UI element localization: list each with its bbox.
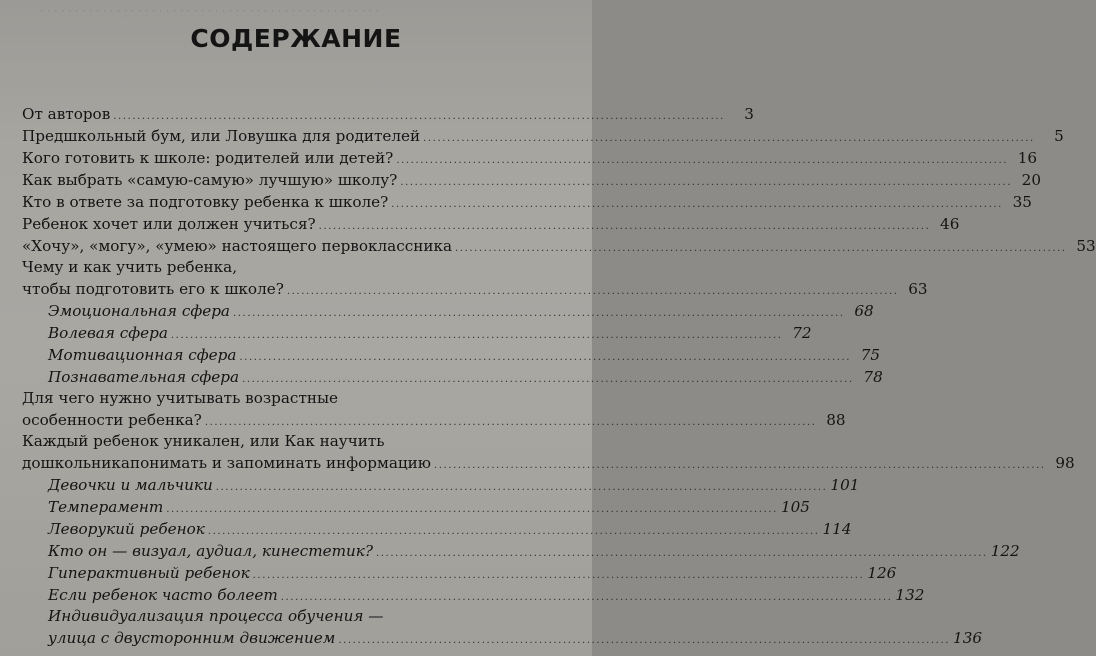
toc-subentry (22, 322, 812, 344)
toc-entry-label: Как выбрать «самую-самую» лучшую» школу? (22, 171, 398, 189)
table-of-contents (22, 103, 1096, 649)
leader-dots: ................................................................................................................................ (215, 482, 828, 493)
toc-entry-page: 114 (822, 520, 852, 538)
leader-dots: ................................................................................................................................ (280, 592, 893, 603)
toc-entry-page: 122 (990, 542, 1020, 560)
leader-dots: ................................................................................................................................ (318, 221, 931, 232)
toc-entry-label: особенности ребенка? (22, 411, 202, 429)
leader-dots: ................................................................................................................................ (338, 635, 951, 646)
toc-entry-page: 88 (826, 411, 846, 429)
toc-entry-page: 68 (854, 302, 874, 320)
leader-dots: ................................................................................................................................ (242, 374, 854, 385)
toc-entry-label: Предшкольный бум, или Ловушка для родителей (22, 127, 421, 145)
toc-entry-label: Каждый ребенок уникален, или Как научить (22, 432, 385, 450)
toc-entry-page: 78 (863, 368, 883, 386)
leader-dots: ................................................................................................................................ (232, 308, 845, 319)
leader-dots: ................................................................................................................................ (166, 504, 778, 515)
toc-entry-page: 5 (1054, 127, 1064, 145)
toc-entry (22, 125, 1064, 147)
toc-entry-page: 75 (860, 346, 881, 364)
toc-entry-label: улица с двусторонним движением (48, 629, 336, 647)
toc-entry-label: Мотивационная сфера (48, 346, 237, 364)
toc-entry-label: дошкольникапонимать и запоминать информацию (22, 454, 431, 472)
toc-entry-page: 136 (953, 629, 983, 647)
toc-entry-label: Кто в ответе за подготовку ребенка к школе? (22, 193, 389, 211)
toc-subentry (22, 540, 1020, 562)
toc-entry (22, 103, 754, 125)
leader-dots: ................................................................................................................................ (391, 199, 1003, 210)
toc-entry-page: 3 (744, 105, 754, 123)
toc-entry (22, 147, 1038, 169)
toc-entry (22, 191, 1032, 213)
toc-entry-label: Гиперактивный ребенок (48, 564, 250, 582)
toc-entry-page: 20 (1021, 171, 1041, 189)
toc-subentry (22, 344, 881, 366)
toc-entry-label: Для чего нужно учитывать возрастные (22, 389, 339, 407)
toc-entry-page: 35 (1012, 193, 1032, 211)
page-title: СОДЕРЖАНИЕ (190, 24, 402, 53)
toc-entry-label: Кто он — визуал, аудиал, кинестетик? (48, 542, 373, 560)
toc-entry (22, 409, 846, 431)
toc-entry-label: Если ребенок часто болеет (48, 586, 278, 604)
leader-dots: ................................................................................................................................ (286, 286, 899, 297)
toc-entry-page: 72 (792, 324, 812, 342)
toc-entry-page: 105 (780, 498, 810, 516)
leader-dots: ................................................................................................................................ (170, 330, 783, 341)
bleed-through-text: . . . . . . . . . . . . . . . . . . . . . . . . . . . . . . . . . . . . . . . . . . . . . . . . . (40, 7, 380, 20)
toc-entry-page: 132 (895, 586, 925, 604)
toc-entry (22, 169, 1041, 191)
toc-entry-label: Индивидуализация процесса обучения — (48, 607, 384, 625)
leader-dots: ................................................................................................................................ (376, 548, 988, 559)
leader-dots: ................................................................................................................................ (113, 111, 725, 122)
leader-dots: ................................................................................................................................ (252, 570, 865, 581)
toc-entry-label: Познавательная сфера (48, 368, 240, 386)
toc-subentry (22, 627, 983, 649)
toc-entry (22, 278, 928, 300)
toc-entry-label: От авторов (22, 105, 111, 123)
toc-entry-page: 53 (1076, 237, 1096, 255)
toc-entry-page: 98 (1055, 454, 1075, 472)
toc-entry-label: Леворукий ребенок (48, 520, 205, 538)
toc-entry-page: 126 (867, 564, 897, 582)
toc-entry (22, 452, 1075, 474)
toc-entry-page: 46 (940, 215, 960, 233)
toc-subentry (22, 474, 860, 496)
leader-dots: ................................................................................................................................ (423, 133, 1035, 144)
toc-subentry (22, 562, 897, 584)
leader-dots: ................................................................................................................................ (204, 417, 817, 428)
toc-subentry (22, 366, 883, 388)
toc-subentry (22, 496, 810, 518)
toc-entry-first-line (22, 388, 528, 409)
toc-entry-page: 63 (908, 280, 928, 298)
toc-entry-page: 16 (1017, 149, 1038, 167)
toc-subentry (22, 518, 852, 540)
toc-entry-label: «Хочу», «могу», «умею» настоящего первоклассника (22, 237, 453, 255)
toc-entry-page: 101 (830, 476, 860, 494)
toc-entry-label: Темперамент (48, 498, 164, 516)
toc-entry-label: Ребенок хочет или должен учиться? (22, 215, 316, 233)
toc-entry-label: Кого готовить к школе: родителей или детей? (22, 149, 394, 167)
toc-entry-label: чтобы подготовить его к школе? (22, 280, 284, 298)
toc-entry-first-line (22, 431, 528, 452)
toc-entry-first-line (22, 257, 528, 278)
toc-subentry (22, 584, 925, 606)
leader-dots: ................................................................................................................................ (433, 460, 1046, 471)
toc-entry-label: Эмоциональная сфера (48, 302, 230, 320)
toc-entry-label: Девочки и мальчики (48, 476, 213, 494)
leader-dots: ................................................................................................................................ (239, 352, 852, 363)
toc-entry-label: Чему и как учить ребенка, (22, 258, 238, 276)
toc-entry (22, 235, 1096, 257)
leader-dots: ................................................................................................................................ (455, 243, 1067, 254)
leader-dots: ................................................................................................................................ (396, 155, 1009, 166)
leader-dots: ................................................................................................................................ (400, 177, 1012, 188)
toc-entry-label: Волевая сфера (48, 324, 168, 342)
toc-subentry (22, 300, 874, 322)
toc-entry (22, 213, 960, 235)
leader-dots: ................................................................................................................................ (207, 526, 820, 537)
toc-subentry-first-line (22, 606, 528, 627)
